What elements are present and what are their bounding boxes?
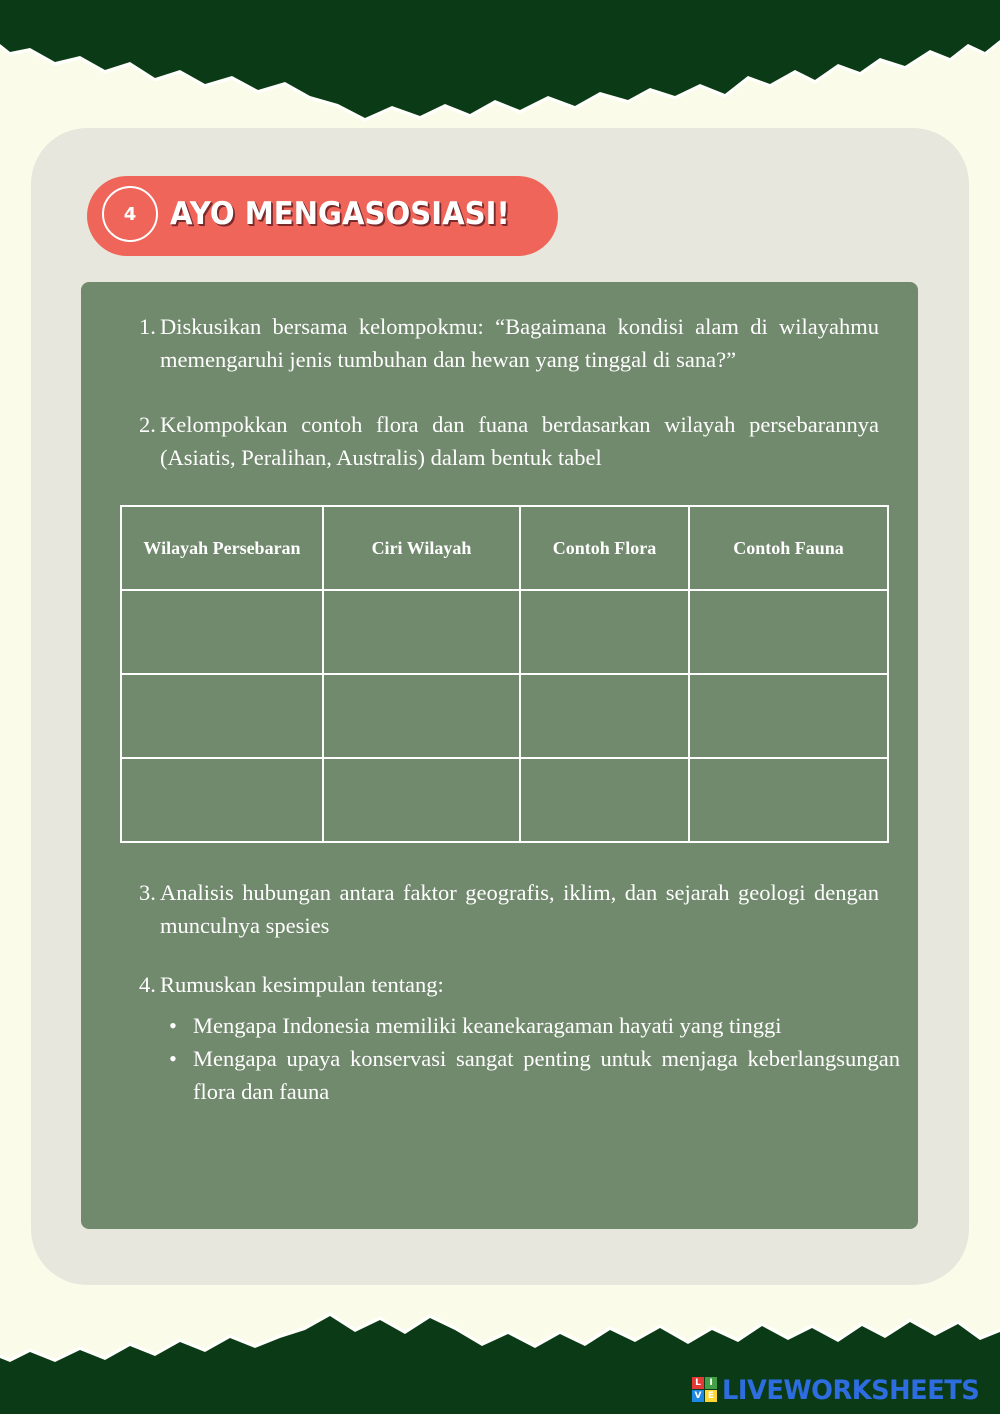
instruction-number: 3. bbox=[139, 880, 156, 905]
instruction-text: Diskusikan bersama kelompokmu: “Bagaimana kondisi alam di wilayahmu memengaruhi jenis tumbuhan dan hewan yang tinggal di sana?” bbox=[160, 314, 879, 372]
distribution-table bbox=[120, 505, 889, 843]
section-title: AYO MENGASOSIASI! bbox=[170, 196, 510, 232]
bullet-text: Mengapa Indonesia memiliki keanekaragaman hayati yang tinggi bbox=[193, 1013, 782, 1038]
table-header-cell: Contoh Fauna bbox=[689, 506, 888, 590]
bullet-text: Mengapa upaya konservasi sangat penting untuk menjaga keberlangsungan flora dan fauna bbox=[193, 1046, 900, 1104]
table-header-cell: Contoh Flora bbox=[520, 506, 689, 590]
bullet-dot-icon: • bbox=[169, 1046, 177, 1071]
table-cell[interactable] bbox=[121, 758, 323, 842]
liveworksheets-brand-text: LIVEWORKSHEETS bbox=[722, 1374, 980, 1406]
instruction-number: 1. bbox=[139, 314, 156, 339]
instruction-text: Analisis hubungan antara faktor geografis, iklim, dan sejarah geologi dengan munculnya spesies bbox=[160, 880, 879, 938]
section-number-badge: 4 bbox=[102, 186, 158, 242]
table-header-row bbox=[121, 506, 888, 590]
table-cell[interactable] bbox=[689, 590, 888, 674]
table-cell[interactable] bbox=[689, 674, 888, 758]
bullet-dot-icon: • bbox=[169, 1013, 177, 1038]
table-row bbox=[121, 758, 888, 842]
table-row bbox=[121, 674, 888, 758]
table-cell[interactable] bbox=[520, 758, 689, 842]
table-cell[interactable] bbox=[121, 674, 323, 758]
liveworksheets-tile-icon: L I V E bbox=[692, 1377, 718, 1403]
table-header-cell: Ciri Wilayah bbox=[323, 506, 520, 590]
instruction-number: 2. bbox=[139, 412, 156, 437]
liveworksheets-logo[interactable] bbox=[692, 1375, 993, 1405]
table-cell[interactable] bbox=[323, 758, 520, 842]
table-cell[interactable] bbox=[121, 590, 323, 674]
torn-paper-top bbox=[0, 0, 1000, 140]
table-cell[interactable] bbox=[323, 674, 520, 758]
instruction-text: Kelompokkan contoh flora dan fuana berdasarkan wilayah persebarannya (Asiatis, Peralihan, Australis) dalam bentuk tabel bbox=[160, 412, 879, 470]
table-cell[interactable] bbox=[689, 758, 888, 842]
table-row bbox=[121, 590, 888, 674]
table-header-cell: Wilayah Persebaran bbox=[121, 506, 323, 590]
table-cell[interactable] bbox=[323, 590, 520, 674]
table-cell[interactable] bbox=[520, 674, 689, 758]
instruction-text: Rumuskan kesimpulan tentang: bbox=[160, 972, 444, 997]
table-cell[interactable] bbox=[520, 590, 689, 674]
instruction-number: 4. bbox=[139, 972, 156, 997]
